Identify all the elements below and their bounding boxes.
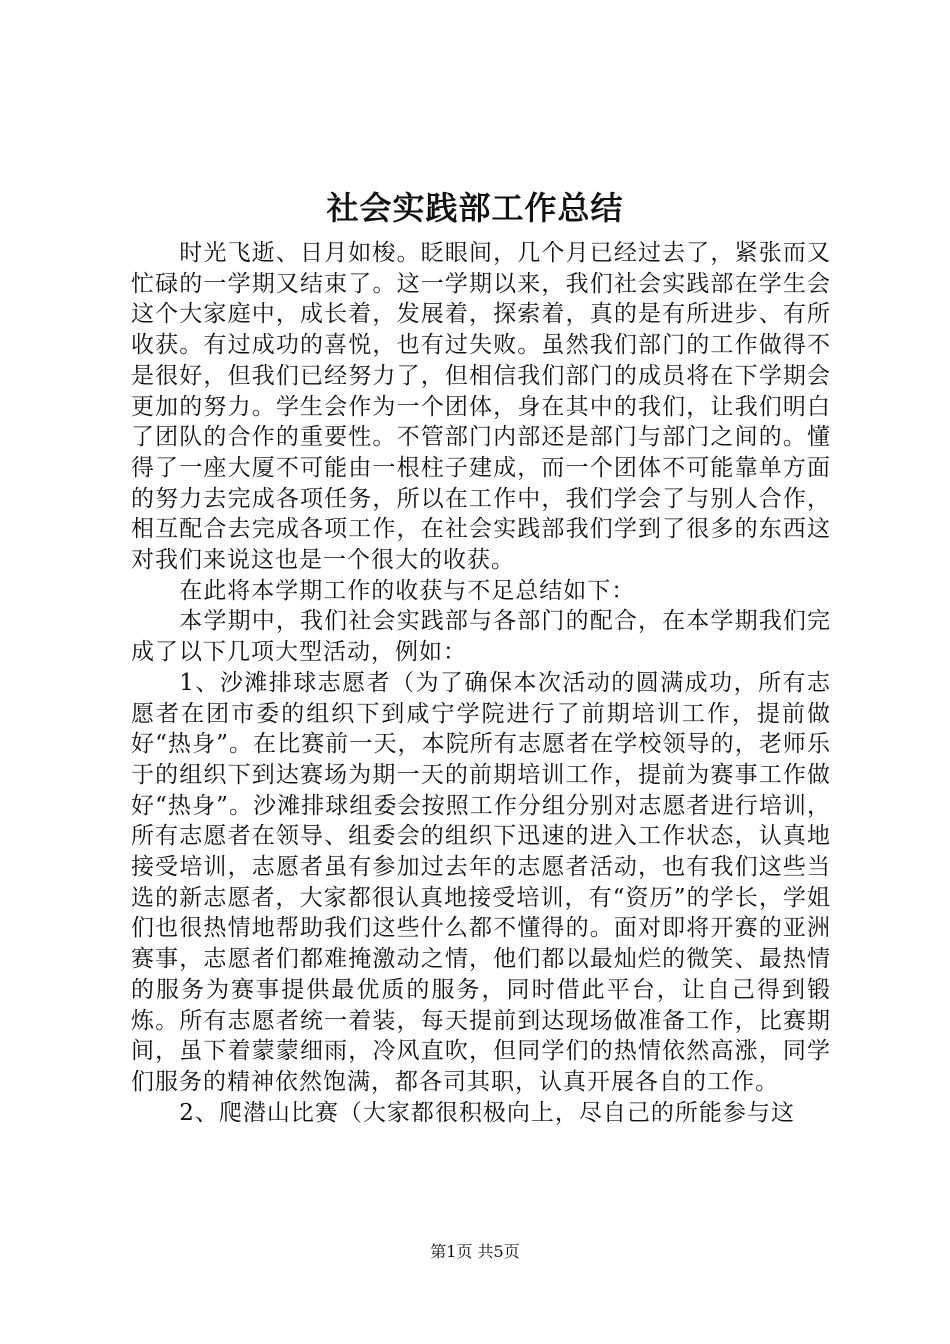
page-footer: 第1页 共5页 xyxy=(430,1242,520,1261)
paragraph-item-2: 2、爬潜山比赛（大家都很积极向上，尽自己的所能参与这 xyxy=(179,1099,795,1126)
paragraph-activities-lead: 本学期中，我们社会实践部与各部门的配合，在本学期我们完成了以下几项大型活动，例如： xyxy=(131,608,831,666)
document-title: 社会实践部工作总结 xyxy=(326,189,624,227)
document-body xyxy=(131,238,831,1128)
paragraph-intro: 时光飞逝、日月如梭。眨眼间，几个月已经过去了，紧张而又忙碌的一学期又结束了。这一学期以来，我们社会实践部在学生会这个大家庭中，成长着，发展着，探索着，真的是有所进步、有所收获。有过成功的喜悦，也有过失败。虽然我们部门的工作做得不是很好，但我们已经努力了，但相信我们部门的成员将在下学期会更加的努力。学生会作为一个团体，身在其中的我们，让我们明白了团队的合作的重要性。不管部门内部还是部门与部门之间的。懂得了一座大厦不可能由一根柱子建成，而一个团体不可能靠单方面的努力去完成各项任务，所以在工作中，我们学会了与别人合作，相互配合去完成各项工作，在社会实践部我们学到了很多的东西这对我们来说这也是一个很大的收获。 xyxy=(131,240,831,574)
paragraph-summary-lead: 在此将本学期工作的收获与不足总结如下： xyxy=(179,577,636,604)
paragraph-item-1: 1、沙滩排球志愿者（为了确保本次活动的圆满成功，所有志愿者在团市委的组织下到咸宁学院进行了前期培训工作，提前做好“热身”。在比赛前一天，本院所有志愿者在学校领导的，老师乐于的组织下到达赛场为期一天的前期培训工作，提前为赛事工作做好“热身”。沙滩排球组委会按照工作分组分别对志愿者进行培训，所有志愿者在领导、组委会的组织下迅速的进入工作状态，认真地接受培训，志愿者虽有参加过去年的志愿者活动，也有我们这些当选的新志愿者，大家都很认真地接受培训，有“资历”的学长，学姐们也很热情地帮助我们这些什么都不懂得的。面对即将开赛的亚洲赛事，志愿者们都难掩激动之情，他们都以最灿烂的微笑、最热情的服务为赛事提供最优质的服务，同时借此平台，让自己得到锻炼。所有志愿者统一着装，每天提前到达现场做准备工作，比赛期间，虽下着蒙蒙细雨，冷风直吹，但同学们的热情依然高涨，同学们服务的精神依然饱满，都各司其职，认真开展各自的工作。 xyxy=(131,669,831,1095)
